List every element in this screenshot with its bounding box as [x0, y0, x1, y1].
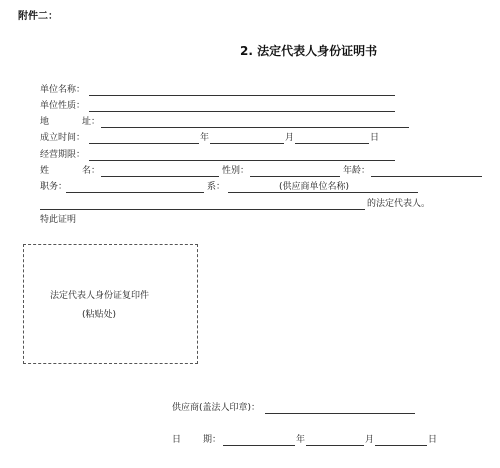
supplier-seal-label: 供应商(盖法人印章)：	[172, 403, 261, 413]
established-month-unit: 月	[285, 133, 295, 143]
id-copy-label: 法定代表人身份证复印件	[50, 291, 150, 301]
form-title: 2. 法定代表人身份证明书	[240, 44, 378, 58]
unit-nature-line[interactable]	[89, 111, 395, 112]
name-label-char2: 名：	[82, 166, 101, 176]
legal-representative-suffix: 的法定代表人。	[367, 199, 431, 209]
established-day-unit: 日	[370, 133, 380, 143]
supplier-seal-line[interactable]	[265, 413, 415, 414]
established-label: 成立时间：	[40, 133, 86, 143]
certify-text: 特此证明	[40, 215, 77, 225]
business-term-line[interactable]	[89, 160, 395, 161]
supplier-unit-hint: (供应商单位名称)	[279, 182, 350, 192]
unit-name-label: 单位名称：	[40, 85, 86, 95]
established-day-line[interactable]	[295, 143, 369, 144]
gender-label: 性别：	[222, 166, 250, 176]
date-month-unit: 月	[365, 435, 375, 445]
address-label-char2: 址：	[82, 117, 101, 127]
business-term-label: 经营期限：	[40, 150, 86, 160]
date-day-unit: 日	[428, 435, 438, 445]
date-month-line[interactable]	[306, 445, 364, 446]
date-label-char1: 日	[172, 435, 182, 445]
supplier-unit-line[interactable]	[228, 192, 418, 193]
age-line[interactable]	[371, 176, 482, 177]
unit-name-line[interactable]	[89, 95, 395, 96]
position-label: 职务：	[40, 182, 68, 192]
attachment-label: 附件二：	[18, 11, 58, 22]
address-label-char1: 地	[40, 117, 50, 127]
date-year-unit: 年	[296, 435, 306, 445]
unit-nature-label: 单位性质：	[40, 101, 86, 111]
name-line[interactable]	[101, 176, 219, 177]
legal-representative-line[interactable]	[40, 209, 365, 210]
name-label-char1: 姓	[40, 166, 50, 176]
established-year-unit: 年	[200, 133, 210, 143]
age-label: 年龄：	[343, 166, 371, 176]
date-day-line[interactable]	[375, 445, 427, 446]
position-line[interactable]	[66, 192, 204, 193]
address-line[interactable]	[101, 127, 409, 128]
id-copy-paste-box[interactable]	[23, 244, 198, 364]
paste-here-label: (粘贴处)	[82, 310, 117, 320]
established-year-line[interactable]	[89, 143, 199, 144]
established-month-line[interactable]	[210, 143, 284, 144]
gender-line[interactable]	[250, 176, 340, 177]
date-label-char2: 期：	[203, 435, 222, 445]
department-label: 系：	[207, 182, 226, 192]
date-year-line[interactable]	[223, 445, 295, 446]
